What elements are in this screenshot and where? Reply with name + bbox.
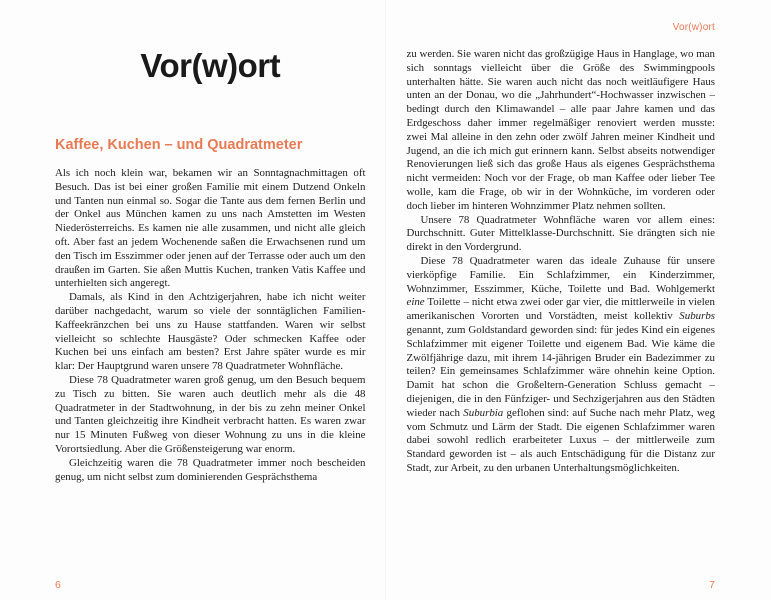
paragraph: Diese 78 Quadratmeter waren das ideale Zuhause für unsere vierköpfige Familie. Ein Schlafzimmer, ein Kinderzimmer, Wohnzimmer, Esszimmer, Küche, Toilette und Bad. Wohlgemerkt eine Toilette – nicht etwa zwei oder gar vier, die mittlerweile in vielen amerikanischen Vororten und Vorstädten, meist kollektiv Suburbs genannt, zum Goldstandard geworden sind: für jedes Kind ein eigenes Schlafzimmer mit eigener Toilette und eigenem Bad. Wie käme die Zwölfjährige dazu, mit ihrem 14-jährigen Bruder ein Badezimmer zu teilen? Ein gemeinsames Schlafzimmer wäre ohnehin keine Option. Damit hat schon die Großeltern-Generation Schluss gemacht – diejenigen, die in den Fünfziger- und Sechzigerjahren aus den Städten wieder nach Suburbia geflohen sind: auf Suche nach mehr Platz, weg vom Schmutz und Lärm der Stadt. Die eigenen Schlafzimmer waren dabei sowohl redlich erarbeiteter Luxus – der mittlerweile zum Standard geworden ist – als auch Entschädigung für die Distanz zur Stadt, zur Arbeit, zu den urbanen Unterhaltungsmöglichkeiten.: [406, 254, 715, 474]
section-heading: Kaffee, Kuchen – und Quadratmeter: [55, 137, 303, 153]
left-page-body: [55, 167, 366, 484]
paragraph: Damals, als Kind in den Achtzigerjahren, habe ich nicht weiter darüber nachgedacht, warum so viele der sonntäglichen Familien-Kaffeekränzchen bei uns zu Hause stattfanden. Waren wir selbst vielleicht so schlechte Hausgäste? Oder schmecken Kaffee oder Kuchen bei uns einfach am besten? Erst Jahre später wurde es mir klar: Der Hauptgrund waren unsere 78 Quadratmeter Wohnfläche.: [55, 291, 366, 373]
page-number-right: 7: [709, 579, 715, 591]
paragraph: Als ich noch klein war, bekamen wir an Sonntagnachmittagen oft Besuch. Das ist bei einer großen Familie mit einem Dutzend Onkeln und Tanten nun einmal so. Sogar die Tante aus dem fernen Berlin und der Onkel aus München kamen zu uns nach Amstetten im Westen Niederösterreichs. Es kamen nie alle zusammen, und nicht alle gleich oft. Aber fast an jedem Wochenende saßen die Erwachsenen rund um den Tisch im Esszimmer oder jenen auf der Terrasse oder auch um den draußen im Garten. Sie aßen Muttis Kuchen, tranken Vatis Kaffee und unterhielten sich angeregt.: [55, 167, 366, 290]
running-header: Vor(w)ort: [672, 22, 715, 33]
right-page: [386, 0, 771, 600]
chapter-title: Vor(w)ort: [140, 47, 281, 84]
paragraph: Unsere 78 Quadratmeter Wohnfläche waren vor allem eines: Durchschnitt. Guter Mittelklasse-Durchschnitt. Sie drängten sich nie direkt in den Vordergrund.: [406, 213, 715, 254]
right-page-body: [407, 48, 716, 476]
page-number-left: 6: [55, 579, 61, 591]
paragraph: Gleichzeitig waren die 78 Quadratmeter immer noch bescheiden genug, um nicht selbst zum dominierenden Gesprächsthema: [55, 456, 366, 483]
paragraph: zu werden. Sie waren nicht das großzügige Haus in Hanglage, wo man sich sonntags vielleicht über die Größe des Swimmingpools unterhalten hätte. Sie waren auch nicht das noch weitläufigere Haus unten an der Donau, wo die „Jahrhundert“-Hochwasser inzwischen – bedingt durch den Klimawandel – alle paar Jahre kamen und das Erdgeschoss daher immer regelmäßiger renoviert werden musste: zwei Mal alleine in den zehn oder zwölf Jahren meiner Kindheit und Jugend, an die ich mich gut erinnern kann. Selbst abseits notwendiger Renovierungen ließ sich das große Haus als eigenes Gesprächsthema nicht vermeiden: Noch vor der Frage, ob man Kaffee oder lieber Tee wolle, kam die Frage, ob wir in der Wohnküche, im vorderen oder doch lieber im hinteren Wohnzimmer Platz nehmen sollten.: [406, 48, 715, 212]
paragraph: Diese 78 Quadratmeter waren groß genug, um den Besuch bequem zu Tisch zu bitten. Sie waren auch deutlich mehr als die 48 Quadratmeter in der Stadtwohnung, in der bis zu zehn meiner Onkel und Tanten gleichzeitig ihre Kindheit verbracht hatten. Es waren zwar nur 15 Minuten Fußweg von dieser Wohnung zu uns in die kleine Vorortsiedlung. Aber die Größensteigerung war enorm.: [55, 373, 366, 455]
